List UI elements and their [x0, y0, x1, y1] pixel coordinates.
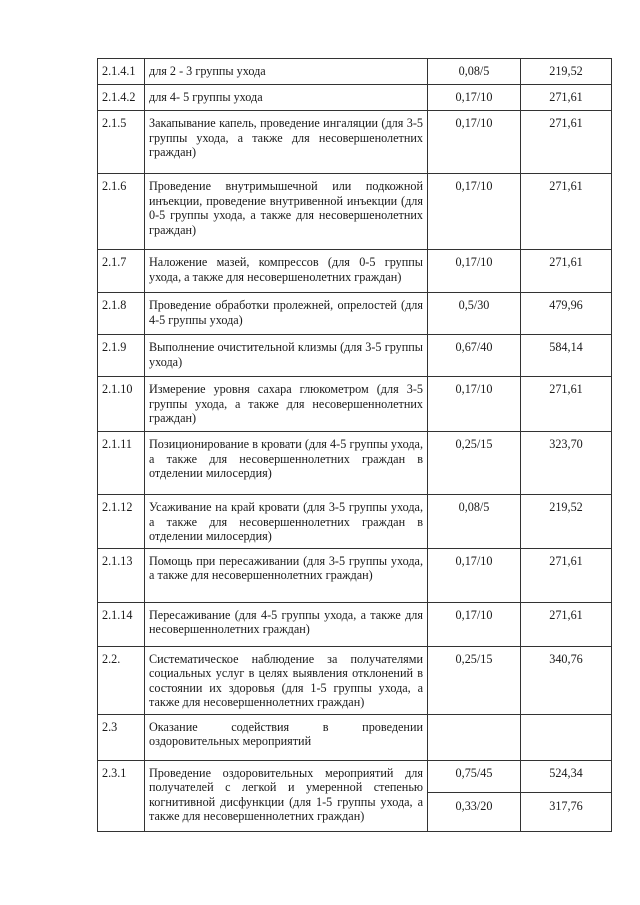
service-price: 271,61 — [521, 174, 612, 250]
service-rate: 0,25/15 — [428, 432, 521, 495]
row-number: 2.1.6 — [98, 174, 145, 250]
service-description: Пересаживание (для 4-5 группы ухода, а также для несовершеннолетних граждан) — [145, 602, 428, 646]
service-price: 271,61 — [521, 602, 612, 646]
service-price: 271,61 — [521, 85, 612, 111]
service-description: Закапывание капель, проведение ингаляции (для 3-5 группы ухода, а также для несовершенолетних граждан) — [145, 111, 428, 174]
service-description: Проведение оздоровительных мероприятий для получателей с легкой и умеренной степенью когнитивной дисфункции (для 1-5 группы ухода, а также для несовершеннолетних граждан) — [145, 760, 428, 831]
service-description: Систематическое наблюдение за получателями социальных услуг в целях выявления отклонений в состоянии их здоровья (для 1-5 группы ухода, а также для несовершеннолетних граждан) — [145, 646, 428, 714]
service-price: 271,61 — [521, 111, 612, 174]
table-row — [98, 432, 612, 495]
service-price: 479,96 — [521, 293, 612, 335]
table-row — [98, 335, 612, 377]
service-price: 271,61 — [521, 548, 612, 602]
row-number: 2.1.13 — [98, 548, 145, 602]
row-number: 2.1.4.2 — [98, 85, 145, 111]
row-number: 2.3.1 — [98, 760, 145, 831]
row-number: 2.3 — [98, 714, 145, 760]
service-rate: 0,5/30 — [428, 293, 521, 335]
service-rate: 0,17/10 — [428, 111, 521, 174]
table-row — [98, 760, 612, 831]
service-description: Усаживание на край кровати (для 3-5 группы ухода, а также для несовершеннолетних граждан в отделении милосердия) — [145, 495, 428, 549]
service-price: 584,14 — [521, 335, 612, 377]
table-row — [98, 293, 612, 335]
service-description: Проведение обработки пролежней, опрелостей (для 4-5 группы ухода) — [145, 293, 428, 335]
service-description: Выполнение очистительной клизмы (для 3-5 группы ухода) — [145, 335, 428, 377]
service-price: 323,70 — [521, 432, 612, 495]
row-number: 2.1.9 — [98, 335, 145, 377]
service-rate: 0,08/5 — [428, 495, 521, 549]
service-rate: 0,17/10 — [428, 174, 521, 250]
row-number: 2.1.10 — [98, 377, 145, 432]
service-price-alt: 317,76 — [521, 792, 611, 814]
row-number: 2.1.12 — [98, 495, 145, 549]
row-number: 2.1.8 — [98, 293, 145, 335]
row-number: 2.2. — [98, 646, 145, 714]
table-row — [98, 250, 612, 293]
service-description: Проведение внутримышечной или подкожной инъекции, проведение внутривенной инъекции (для 0-5 группы ухода, а также для несовершенолетних граждан) — [145, 174, 428, 250]
service-rate: 0,17/10 — [428, 85, 521, 111]
row-number: 2.1.4.1 — [98, 59, 145, 85]
service-price: 219,52 — [521, 495, 612, 549]
table-row — [98, 714, 612, 760]
service-price: 524,34 — [549, 765, 583, 780]
row-number: 2.1.7 — [98, 250, 145, 293]
service-rate: 0,17/10 — [428, 602, 521, 646]
table-row — [98, 602, 612, 646]
row-number: 2.1.5 — [98, 111, 145, 174]
service-rate: 0,17/10 — [428, 548, 521, 602]
table-row — [98, 85, 612, 111]
service-rate: 0,25/15 — [428, 646, 521, 714]
table-row — [98, 548, 612, 602]
service-rate: 0,67/40 — [428, 335, 521, 377]
service-rate: 0,17/10 — [428, 250, 521, 293]
service-rate — [428, 714, 521, 760]
service-price — [521, 714, 612, 760]
table-row — [98, 377, 612, 432]
service-price: 271,61 — [521, 377, 612, 432]
row-number: 2.1.14 — [98, 602, 145, 646]
service-description: для 4- 5 группы ухода — [145, 85, 428, 111]
services-table — [97, 58, 612, 832]
table-row — [98, 495, 612, 549]
service-price: 340,76 — [521, 646, 612, 714]
service-price-cell — [521, 760, 612, 831]
service-description: Измерение уровня сахара глюкометром (для 3-5 группы ухода, а также для несовершеннолетних граждан) — [145, 377, 428, 432]
table-row — [98, 59, 612, 85]
service-rate: 0,75/45 — [455, 765, 493, 780]
service-description: Наложение мазей, компрессов (для 0-5 группы ухода, а также для несовершенолетних граждан) — [145, 250, 428, 293]
service-rate: 0,08/5 — [428, 59, 521, 85]
table-row — [98, 174, 612, 250]
row-number: 2.1.11 — [98, 432, 145, 495]
service-price: 271,61 — [521, 250, 612, 293]
service-price: 219,52 — [521, 59, 612, 85]
service-rate-alt: 0,33/20 — [428, 792, 520, 814]
service-rate-cell — [428, 760, 521, 831]
service-description: Помощь при пересаживании (для 3-5 группы ухода, а также для несовершеннолетних граждан) — [145, 548, 428, 602]
service-rate: 0,17/10 — [428, 377, 521, 432]
table-row — [98, 111, 612, 174]
service-description: для 2 - 3 группы ухода — [145, 59, 428, 85]
service-description: Оказание содействия в проведении оздоровительных мероприятий — [145, 714, 428, 760]
table-row — [98, 646, 612, 714]
service-description: Позиционирование в кровати (для 4-5 группы ухода, а также для несовершеннолетних граждан в отделении милосердия) — [145, 432, 428, 495]
